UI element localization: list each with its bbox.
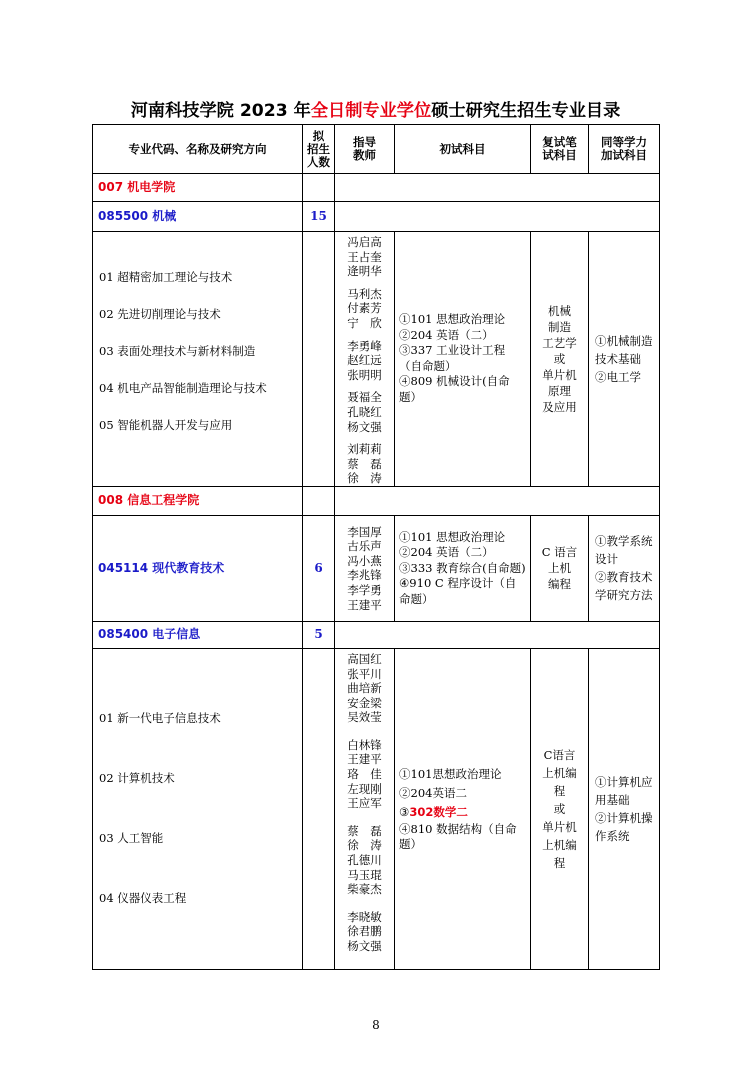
teacher-list: 李国厚 古乐声 冯小燕 李兆锋 李学勇 王建平 [335,515,395,621]
college-row [93,174,660,202]
direction-item: 05 智能机器人开发与应用 [99,418,233,432]
direction-item: 04 机电产品智能制造理论与技术 [99,381,267,395]
direction-item: 01 新一代电子信息技术 [99,710,221,725]
direction-item: 03 人工智能 [99,830,164,845]
major-count: 6 [303,515,335,621]
header-count: 拟 招生 人数 [303,125,335,174]
header-retest: 复试笔 试科目 [531,125,589,174]
teacher-list: 高国红 张平川 曲培新 安金梁 吴效莹 白林锋 王建平 珞 佳 左现刚 王应军 蔡 磊 徐 涛 孔德川 马玉琨 柴豪杰 李晓敏 徐君鹏 杨文强 [335,648,395,969]
header-row [93,125,660,174]
direction-list [93,648,303,969]
direction-item: 02 先进切削理论与技术 [99,307,221,321]
major-count: 15 [303,202,335,232]
highlighted-exam: 302数学二 [409,804,468,819]
retest-subjects: C语言 上机编 程 或 单片机 上机编 程 [531,648,589,969]
major-name: 085400 电子信息 [93,621,303,648]
retest-subjects: 机械 制造 工艺学 或 单片机 原理 及应用 [531,232,589,487]
direction-item: 04 仪器仪表工程 [99,890,187,905]
major-row [93,202,660,232]
exam-subjects: ①101 思想政治理论 ②204 英语（二） ③333 教育综合(自命题) ④910 C 程序设计（自命题） [395,515,531,621]
major-detail-row [93,232,660,487]
title-highlight: 全日制专业学位 [310,101,432,121]
retest-subjects: C 语言 上机 编程 [531,515,589,621]
exam-subjects: ①101 思想政治理论 ②204 英语（二） ③337 工业设计工程（自命题） ④809 机械设计(自命题） [395,232,531,487]
major-name: 085500 机械 [93,202,303,232]
major-count: 5 [303,621,335,648]
direction-item: 03 表面处理技术与新材料制造 [99,344,256,358]
major-detail-row [93,648,660,969]
extra-subjects: ①计算机应用基础 ②计算机操作系统 [589,648,660,969]
exam-subjects: ①101思想政治理论 ②204英语二 ③302数学二 ④810 数据结构（自命题） [395,648,531,969]
extra-subjects: ①机械制造技术基础 ②电工学 [589,232,660,487]
major-row [93,621,660,648]
major-row [93,515,660,621]
college-name: 007 机电学院 [93,174,303,202]
header-extra: 同等学力 加试科目 [589,125,660,174]
title-part3: 硕士研究生招生专业目录 [431,101,621,121]
direction-item: 01 超精密加工理论与技术 [99,270,233,284]
college-row [93,486,660,515]
header-major: 专业代码、名称及研究方向 [93,125,303,174]
title-part1: 河南科技学院 2023 年 [130,101,311,121]
catalog-table [92,124,660,970]
page-title [92,98,659,124]
extra-subjects: ①教学系统设计 ②教育技术学研究方法 [589,515,660,621]
direction-list [93,232,303,487]
teacher-list: 冯启高 王占奎 逄明华 马利杰 付素芳 宁 欣 李勇峰 赵红远 张明明 聂福全 孔晓红 杨文强 刘莉莉 蔡 磊 徐 涛 [335,232,395,487]
header-exam: 初试科目 [395,125,531,174]
college-name: 008 信息工程学院 [93,486,303,515]
major-name: 045114 现代教育技术 [93,515,303,621]
header-teacher: 指导 教师 [335,125,395,174]
direction-item: 02 计算机技术 [99,770,175,785]
page-number: 8 [372,1018,380,1032]
